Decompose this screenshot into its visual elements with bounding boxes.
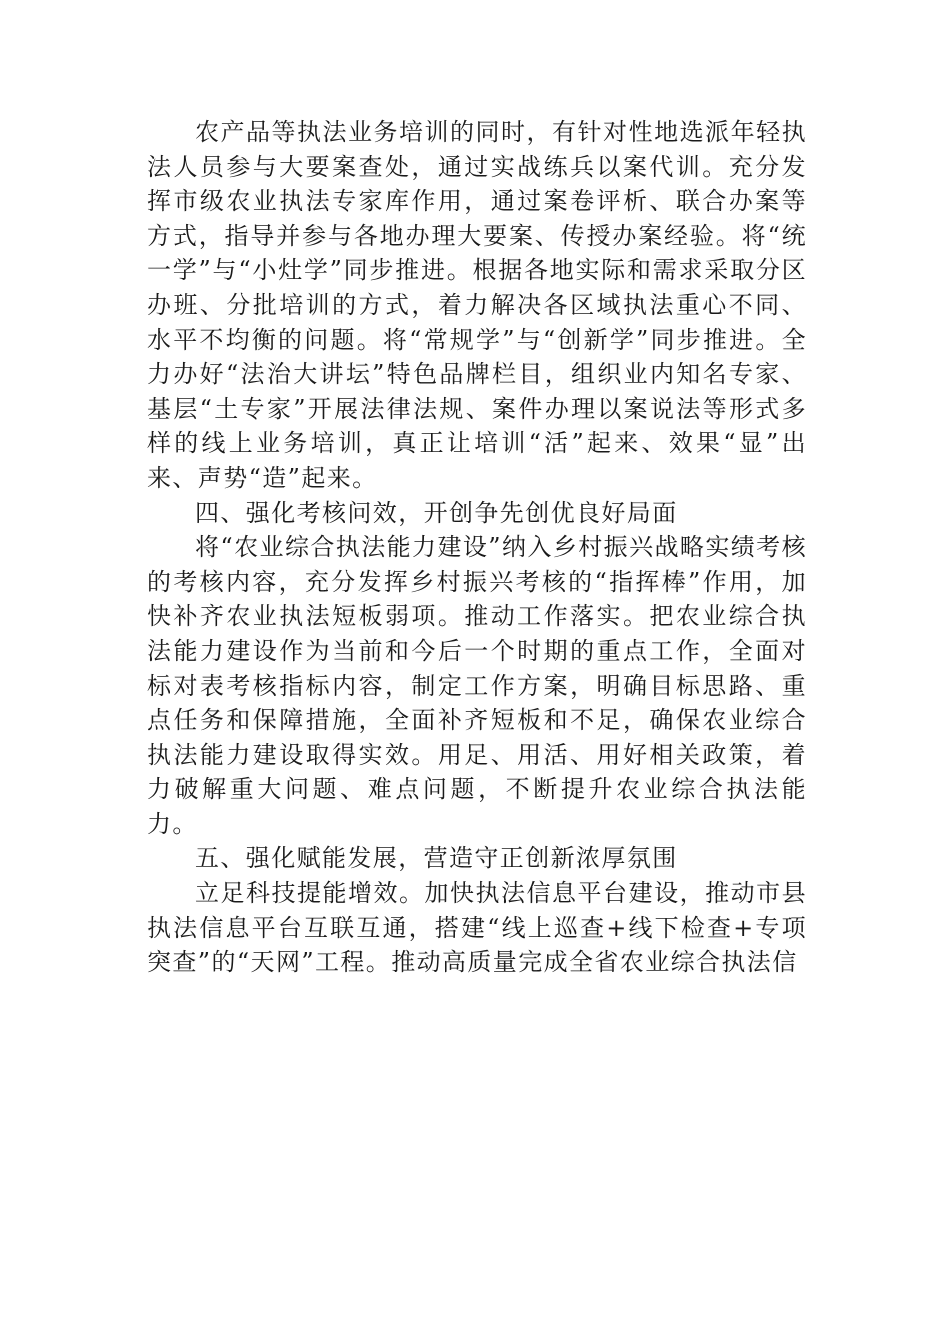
section-heading-five: 五、强化赋能发展，营造守正创新浓厚氛围 <box>195 844 678 873</box>
body-paragraph-technology: 立足科技提能增效。加快执法信息平台建设，推动市县执法信息平台互联互通，搭建“线上巡查+线下检查+专项突查”的“天网”工程。推动高质量完成全省农业综合执法信 <box>147 879 807 977</box>
body-paragraph-assessment: 将“农业综合执法能力建设”纳入乡村振兴战略实绩考核的考核内容，充分发挥乡村振兴考核的“指挥棒”作用，加快补齐农业执法短板弱项。推动工作落实。把农业综合执法能力建设作为当前和今后一个时期的重点工作，全面对标对表考核指标内容，制定工作方案，明确目标思路、重点任务和保障措施，全面补齐短板和不足，确保农业综合执法能力建设取得实效。用足、用活、用好相关政策，着力破解重大问题、难点问题，不断提升农业综合执法能力。 <box>147 533 807 838</box>
section-heading-four: 四、强化考核问效，开创争先创优良好局面 <box>195 498 678 527</box>
body-paragraph-training: 农产品等执法业务培训的同时，有针对性地选派年轻执法人员参与大要案查处，通过实战练兵以案代训。充分发挥市级农业执法专家库作用，通过案卷评析、联合办案等方式，指导并参与各地办理大要案、传授办案经验。将“统一学”与“小灶学”同步推进。根据各地实际和需求采取分区办班、分批培训的方式，着力解决各区域执法重心不同、水平不均衡的问题。将“常规学”与“创新学”同步推进。全力办好“法治大讲坛”特色品牌栏目，组织业内知名专家、基层“土专家”开展法律法规、案件办理以案说法等形式多样的线上业务培训，真正让培训“活”起来、效果“显”出来、声势“造”起来。 <box>147 118 807 492</box>
document-page <box>147 115 807 980</box>
